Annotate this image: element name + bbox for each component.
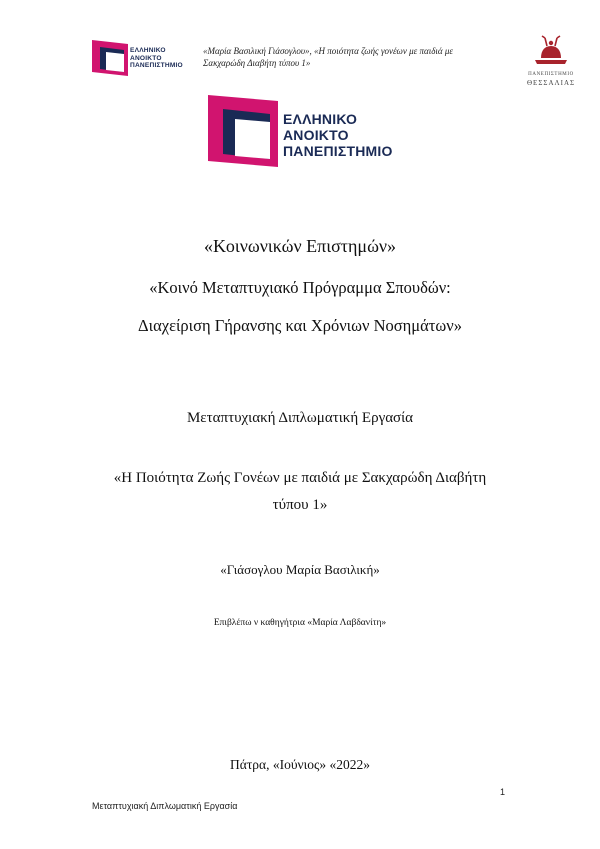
header-logo-line-1: ΕΛΛΗΝΙΚΟ: [130, 47, 166, 54]
thesis-title-line-2: τύπου 1»: [272, 497, 328, 513]
eap-logo-icon: [92, 40, 128, 76]
footer-text: Μεταπτυχιακή Διπλωματική Εργασία: [92, 801, 238, 811]
page-number: 1: [500, 787, 506, 797]
supervisor: Επιβλέπω ν καθηγήτρια «Μαρία Λαβδανίτη»: [213, 618, 387, 628]
university-name-line-1: ΠΑΝΕΠΙΣΤΗΜΙΟ: [528, 72, 574, 77]
university-emblem: [527, 34, 575, 90]
header-logo-line-2: ΑΝΟΙΚΤΟ: [130, 54, 162, 62]
main-eap-logo: [208, 95, 398, 167]
main-eap-logo-icon: [208, 95, 278, 167]
faculty-title: «Κοινωνικών Επιστημών»: [203, 236, 397, 256]
thesis-title-line-1: «Η Ποιότητα Ζωής Γονέων με παιδιά με Σακχαρώδη Διαβήτη: [113, 470, 487, 486]
author-name: «Γιάσογλου Μαρία Βασιλική»: [220, 562, 380, 577]
header-logo-line-3: ΠΑΝΕΠΙΣΤΗΜΙΟ: [130, 62, 183, 70]
header-citation: [203, 45, 523, 69]
header-citation-line-1: «Μαρία Βασιλική Γιάσογλου», «Η ποιότητα ζωής γονέων με παιδιά με: [203, 46, 453, 56]
header-eap-logo: [92, 40, 184, 76]
main-logo-line-3: ΠΑΝΕΠΙΣΤΗΜΙΟ: [283, 143, 393, 159]
main-logo-line-2: ΑΝΟΙΚΤΟ: [283, 127, 349, 143]
main-logo-line-1: ΕΛΛΗΝΙΚΟ: [283, 111, 358, 127]
header-citation-line-2: Σακχαρώδη Διαβήτη τύπου 1»: [203, 58, 311, 68]
program-line-2: Διαχείριση Γήρανσης και Χρόνιων Νοσημάτων»: [138, 316, 462, 335]
program-line-1: «Κοινό Μεταπτυχιακό Πρόγραμμα Σπουδών:: [149, 278, 451, 297]
main-logo-text: [283, 111, 393, 159]
university-seal-icon: [527, 34, 575, 70]
thesis-type: Μεταπτυχιακή Διπλωματική Εργασία: [186, 410, 414, 426]
header-logo-text: [130, 47, 183, 70]
university-name-line-2: ΘΕΣΣΑΛΙΑΣ: [527, 79, 576, 87]
place-date: Πάτρα, «Ιούνιος» «2022»: [230, 757, 370, 772]
